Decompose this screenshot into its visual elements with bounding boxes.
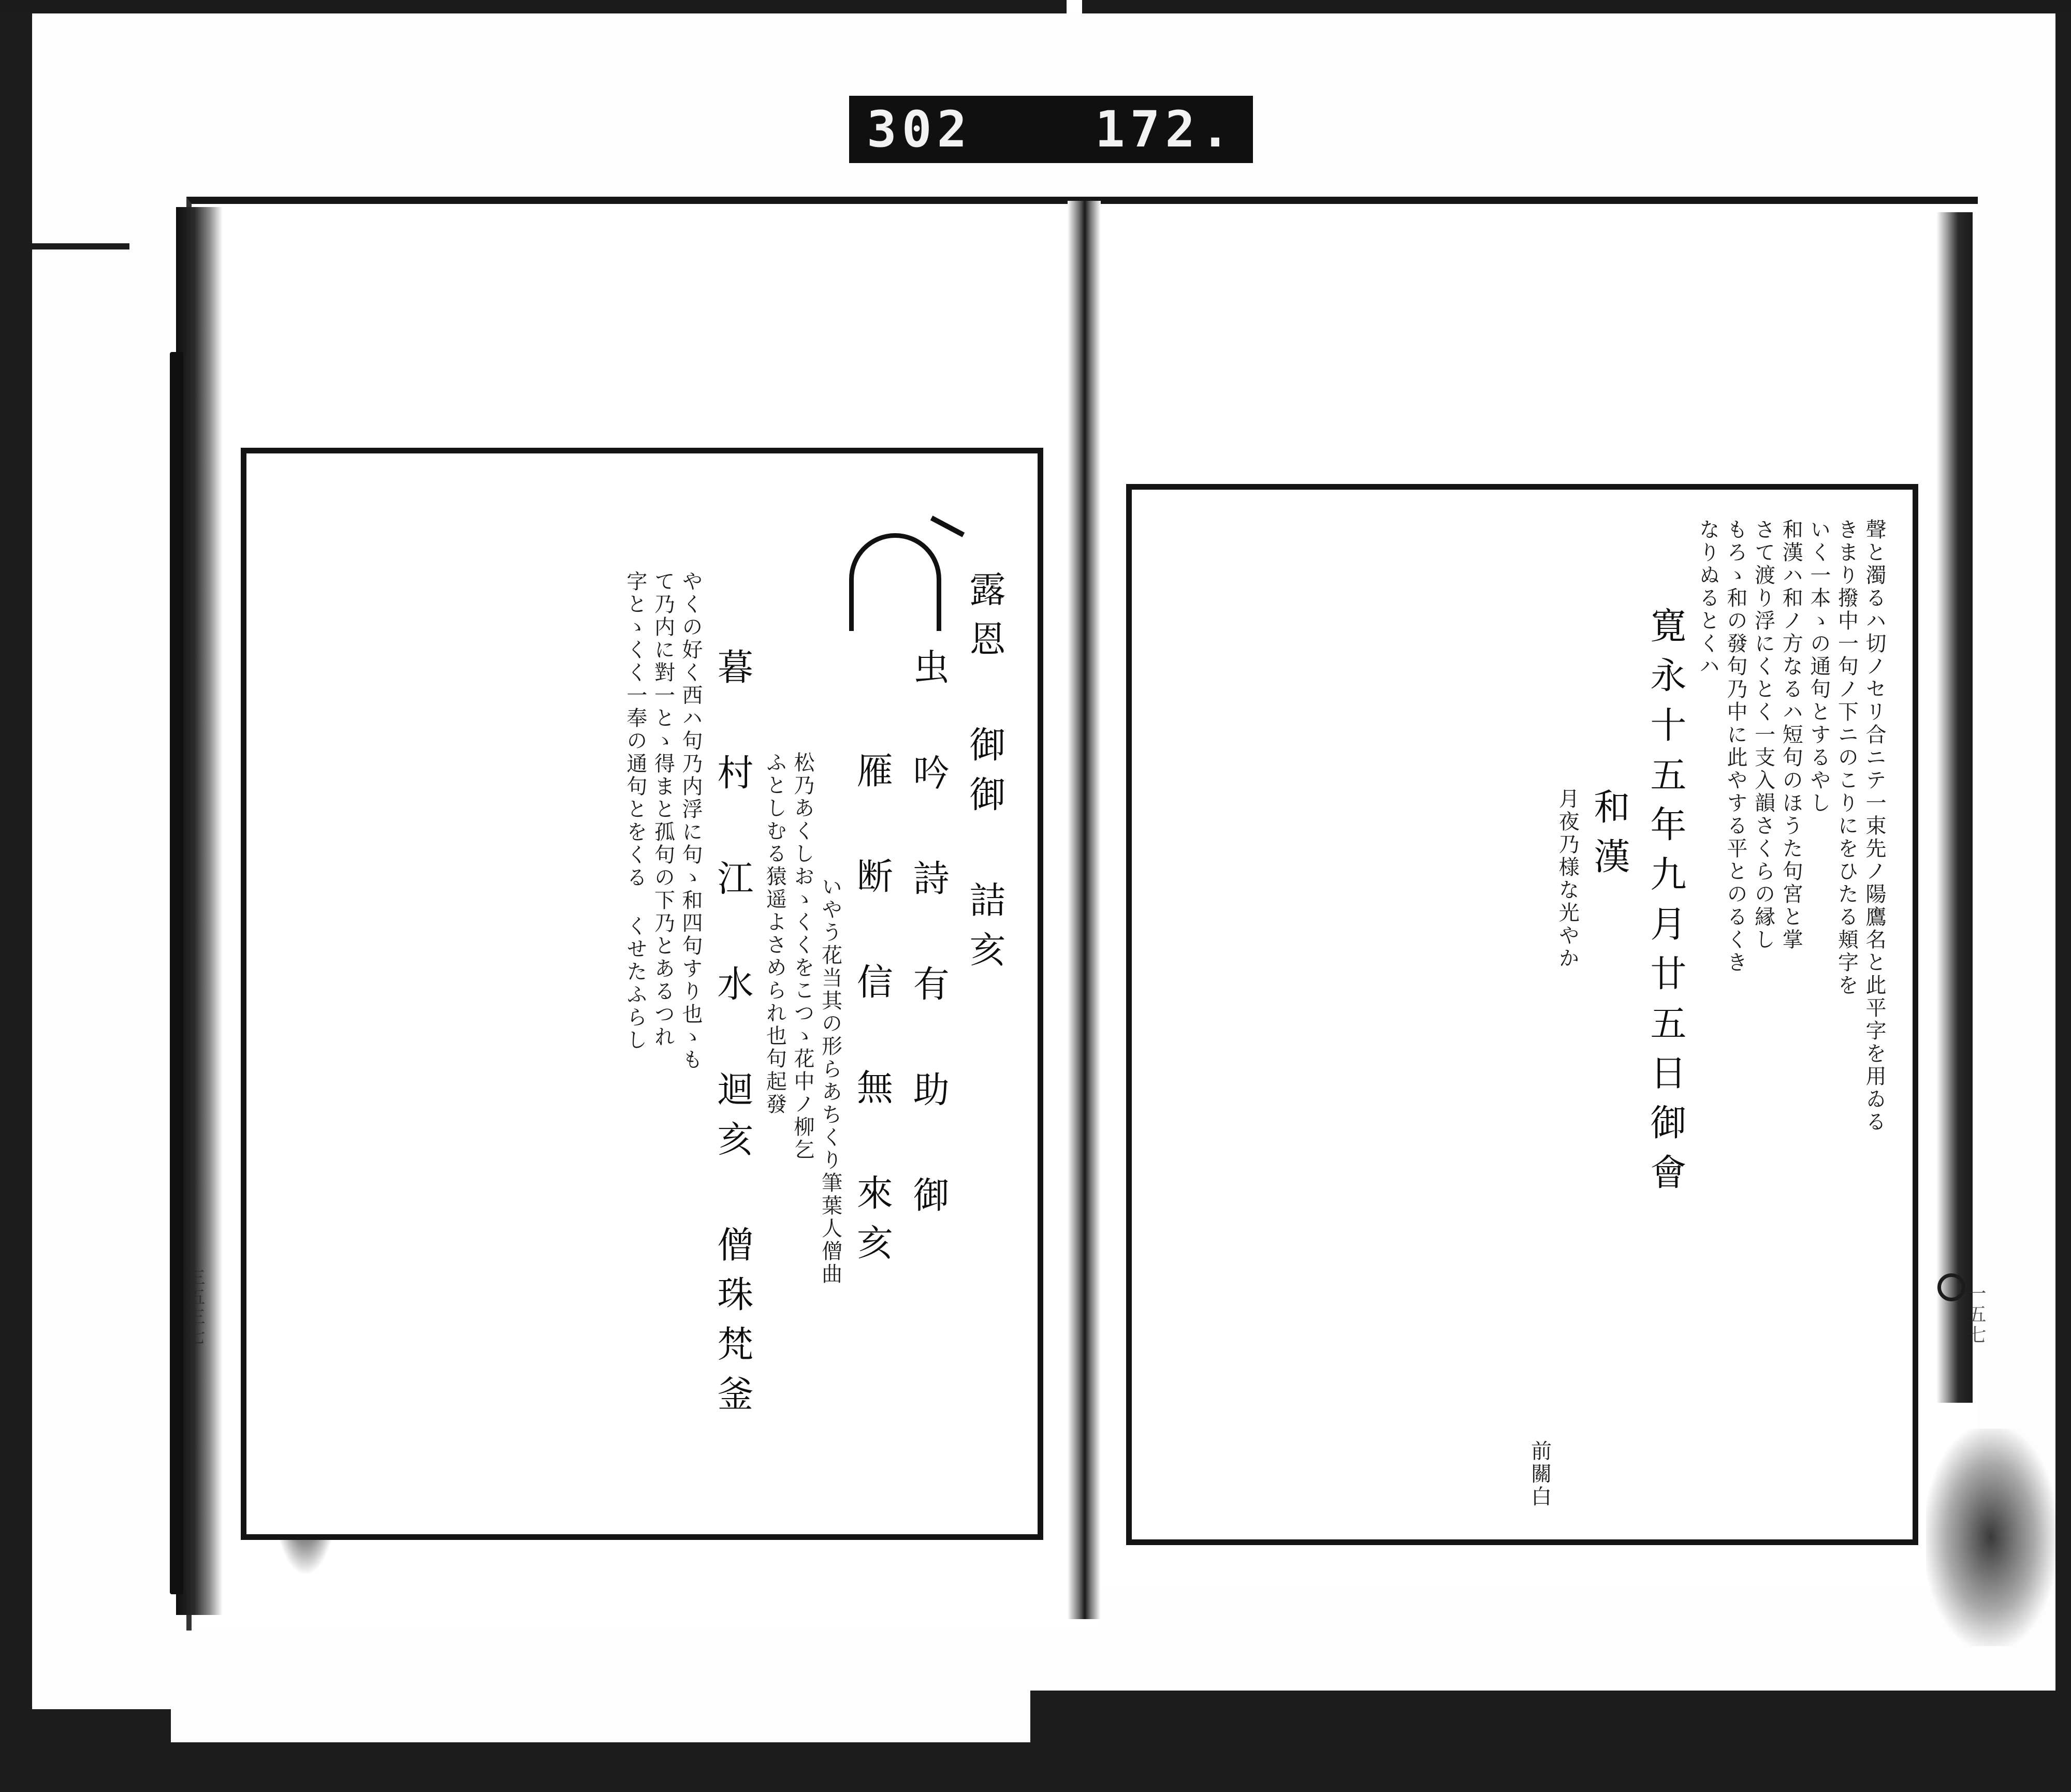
left-column-7: 暮 村 江 水 迴亥 僧珠梵釜 [711,648,754,1424]
right-column-4: 和漢ハ和ノ方なるハ短句のほうた句宮と掌 [1779,519,1803,951]
book-gutter [1068,201,1101,1619]
scan-edge-top [0,0,2071,13]
left-column-1: 露恩 御御 詰亥 [964,570,1006,980]
left-column-2: 虫 吟 詩 有 助 御 [907,648,950,1226]
left-column-10: 字とゝくく一奉の通句とをくる くせたふらし [623,570,647,1052]
frame-counter-left: 302 [867,100,972,158]
right-page-text-frame [1126,484,1918,1545]
right-page-smudge [1926,1429,2055,1646]
scan-right-rail [2055,13,2071,1792]
right-column-signature: 前關白 [1527,1440,1552,1508]
scan-bottom-strip [171,1742,2071,1792]
scan-edge-top-gap [1067,0,1082,13]
frame-counter [849,96,1253,163]
right-column-1: 聲と濁るハ切ノセリ合ニテ一束先ノ陽鷹名と此平字を用ゐる [1862,519,1886,1134]
right-column-verse: 月夜乃様な光やか [1555,788,1580,970]
right-column-6: もろゝ和の發句乃中に此やする平とのるくき [1724,519,1748,974]
left-column-9: て乃内に對一とゝ得まと孤句の下乃とあるつれ [651,570,675,1049]
left-margin-scrawl: 三五三七 [184,1268,205,1347]
ring-mark-icon [1937,1273,1965,1301]
right-page-edge-shadow [1936,212,1973,1403]
scan-bottom-left-block [0,1709,171,1792]
right-column-5: さて渡り浮にくとく一支入韻さくらの縁し [1751,519,1775,951]
right-column-date: 寛永十五年九月廿五日御會 [1644,607,1687,1203]
scan-bottom-right-block [1030,1691,2071,1742]
left-column-8: やくの好く西ハ句乃内浮に句ゝ和四句すり也ゝも [679,570,703,1071]
right-column-section: 和漢 [1588,788,1631,887]
left-column-3: 雁 断 信 無 來亥 [851,752,894,1273]
arc-bracket-mark [849,533,941,631]
frame-counter-right: 172. [1095,100,1235,158]
right-column-7: なりぬるとくハ [1696,519,1720,678]
right-column-3: いく一本ゝの通句とするやし [1806,519,1831,815]
right-margin-scrawl: 一五七 [1965,1284,1986,1346]
left-column-5: 松乃あくしおゝくくをこつゝ花中ノ柳乞 [791,752,815,1162]
scan-left-rail-lower [0,247,32,1792]
left-column-6: ふとしむる猿遥よさめられ也句起發 [763,752,787,1116]
book-spine-edge [170,352,183,1594]
right-page-columns [1132,490,1913,1539]
right-column-2: きまり撥中一句ノ下ニのこりにをひたる頬字を [1834,519,1859,997]
left-column-4: いやう花当其の形らあちくり筆葉人僧曲 [818,876,842,1286]
